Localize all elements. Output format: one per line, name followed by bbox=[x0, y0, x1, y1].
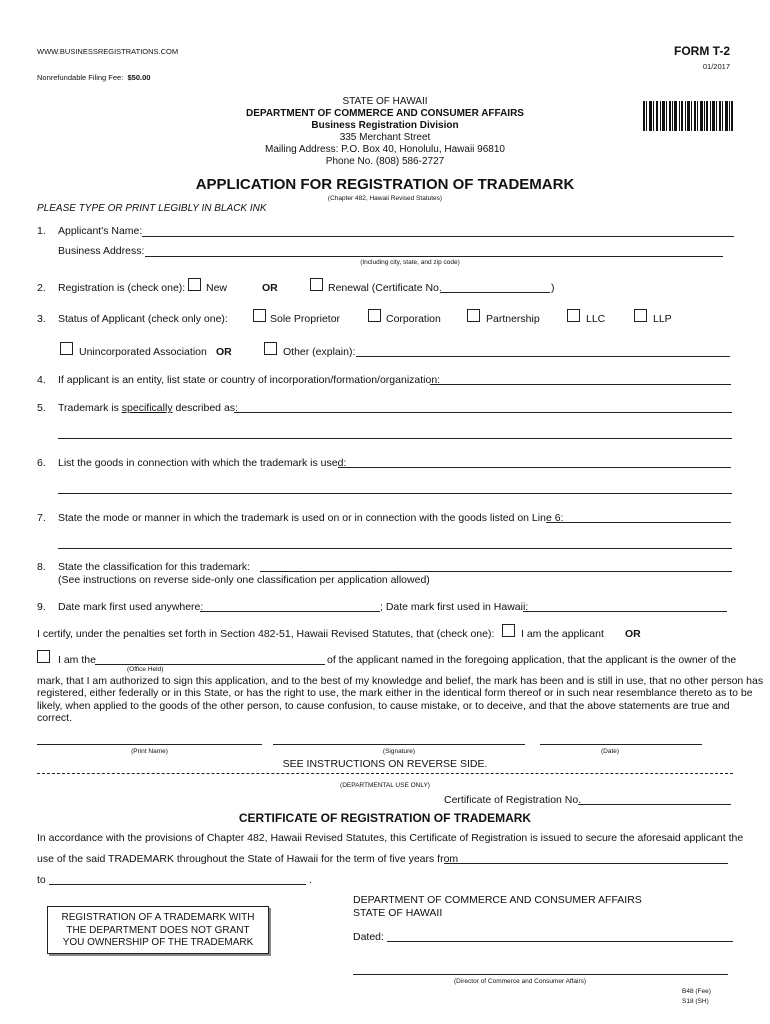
agency-department: DEPARTMENT OF COMMERCE AND CONSUMER AFFAIRS bbox=[246, 108, 524, 119]
mode-manner-label: State the mode or manner in which the trademark is used on or in connection with the goods listed on Line 6: bbox=[58, 512, 564, 524]
trademark-description-label: Trademark is specifically described as: bbox=[58, 402, 238, 414]
date-caption: (Date) bbox=[600, 748, 620, 755]
term-start-field[interactable] bbox=[444, 863, 728, 864]
agency-state: STATE OF HAWAII bbox=[342, 96, 428, 107]
other-explain-label: Other (explain): bbox=[283, 346, 356, 358]
barcode-graphic bbox=[643, 101, 733, 131]
form-id: FORM T-2 bbox=[674, 44, 730, 58]
goods-field-2[interactable] bbox=[58, 493, 732, 494]
registration-type-label: Registration is (check one): bbox=[58, 282, 186, 294]
i-am-officer-checkbox[interactable] bbox=[37, 650, 50, 663]
sole-proprietor-checkbox[interactable] bbox=[253, 309, 266, 322]
certificate-text-2: use of the said TRADEMARK throughout the State of Hawaii for the term of five years from bbox=[37, 853, 459, 865]
unincorporated-label: Unincorporated Association bbox=[79, 346, 207, 358]
see-instructions: SEE INSTRUCTIONS ON REVERSE SIDE. bbox=[282, 758, 488, 770]
agency-phone: Phone No. (808) 586-2727 bbox=[325, 156, 445, 167]
business-address-field[interactable] bbox=[145, 256, 723, 257]
incorporation-label: If applicant is an entity, list state or country of incorporation/formation/organization: bbox=[58, 374, 441, 386]
print-name-field[interactable] bbox=[37, 744, 262, 745]
certificate-dept-block: DEPARTMENT OF COMMERCE AND CONSUMER AFFAIRS STATE OF HAWAII bbox=[353, 894, 642, 919]
signature-field[interactable] bbox=[273, 744, 525, 745]
goods-label: List the goods in connection with which the trademark is used: bbox=[58, 457, 347, 469]
trademark-description-field[interactable] bbox=[234, 412, 732, 413]
item-8-number: 8. bbox=[37, 561, 46, 573]
to-label: to bbox=[37, 874, 46, 886]
classification-label: State the classification for this trademark: bbox=[58, 561, 250, 573]
i-am-applicant-checkbox[interactable] bbox=[502, 624, 515, 637]
new-label: New bbox=[206, 282, 228, 294]
unincorporated-checkbox[interactable] bbox=[60, 342, 73, 355]
renewal-certificate-field[interactable] bbox=[440, 292, 550, 293]
date-field[interactable] bbox=[540, 744, 702, 745]
renewal-label: Renewal (Certificate No. bbox=[328, 282, 442, 294]
llc-checkbox[interactable] bbox=[567, 309, 580, 322]
print-name-caption: (Print Name) bbox=[131, 748, 168, 755]
first-use-anywhere-field[interactable] bbox=[200, 611, 380, 612]
or-label: OR bbox=[262, 282, 278, 294]
agency-division: Business Registration Division bbox=[311, 120, 459, 131]
term-end-field[interactable] bbox=[49, 884, 306, 885]
or-label-3: OR bbox=[625, 628, 641, 640]
ownership-notice-box: REGISTRATION OF A TRADEMARK WITH THE DEPARTMENT DOES NOT GRANT YOU OWNERSHIP OF THE TRADEMARK bbox=[47, 906, 269, 954]
form-subtitle: (Chapter 482, Hawaii Revised Statutes) bbox=[327, 195, 443, 202]
llc-label: LLC bbox=[586, 313, 606, 325]
certificate-title: CERTIFICATE OF REGISTRATION OF TRADEMARK bbox=[238, 811, 532, 825]
fee-amount: $50.00 bbox=[127, 73, 151, 82]
item-4-number: 4. bbox=[37, 374, 46, 386]
corporation-label: Corporation bbox=[386, 313, 441, 325]
agency-block bbox=[185, 96, 585, 168]
applicant-name-field[interactable] bbox=[142, 236, 734, 237]
mode-manner-field-2[interactable] bbox=[58, 548, 732, 549]
business-address-label: Business Address: bbox=[58, 245, 145, 257]
item-1-number: 1. bbox=[37, 225, 46, 237]
website: WWW.BUSINESSREGISTRATIONS.COM bbox=[37, 47, 179, 56]
item-2-number: 2. bbox=[37, 282, 46, 294]
classification-note: (See instructions on reverse side-only one classification per application allowed) bbox=[58, 574, 430, 586]
office-held-field[interactable] bbox=[95, 664, 325, 665]
new-checkbox[interactable] bbox=[188, 278, 201, 291]
item-5-number: 5. bbox=[37, 402, 46, 414]
signature-caption: (Signature) bbox=[382, 748, 416, 755]
of-applicant-text: of the applicant named in the foregoing application, that the applicant is the owner of the bbox=[327, 654, 737, 666]
or-label-2: OR bbox=[216, 346, 232, 358]
partnership-label: Partnership bbox=[486, 313, 540, 325]
mode-manner-field[interactable] bbox=[546, 522, 731, 523]
classification-field[interactable] bbox=[260, 571, 732, 572]
llp-label: LLP bbox=[653, 313, 672, 325]
office-held-caption: (Office Held) bbox=[127, 666, 164, 673]
incorporation-field[interactable] bbox=[430, 384, 731, 385]
first-use-hawaii-label: ; Date mark first used in Hawaii: bbox=[380, 601, 529, 613]
agency-mailing: Mailing Address: P.O. Box 40, Honolulu, Hawaii 96810 bbox=[265, 144, 505, 155]
fee-label: Nonrefundable Filing Fee: $50.00 bbox=[37, 73, 151, 82]
footer-codes: B48 (Fee) S18 (SH) bbox=[682, 988, 711, 1005]
other-checkbox[interactable] bbox=[264, 342, 277, 355]
ink-instruction: PLEASE TYPE OR PRINT LEGIBLY IN BLACK INK bbox=[37, 203, 267, 214]
certify-paragraph: mark, that I am authorized to sign this application, and to the best of my knowledge and belief, the mark has been and is still in use, that no other person has registered, either federally or in this State, or has the right to use, the mark either in the identical form thereof or in such near resemblance thereto as to be likely, when applied to the goods of the other person, to cause confusion, to cause mistake, or to deceive, and that the above statements are true and correct. bbox=[37, 675, 764, 724]
agency-street: 335 Merchant Street bbox=[339, 132, 431, 143]
item-6-number: 6. bbox=[37, 457, 46, 469]
departmental-use-label: (DEPARTMENTAL USE ONLY) bbox=[340, 782, 430, 789]
partnership-checkbox[interactable] bbox=[467, 309, 480, 322]
llp-checkbox[interactable] bbox=[634, 309, 647, 322]
item-3-number: 3. bbox=[37, 313, 46, 325]
sole-proprietor-label: Sole Proprietor bbox=[270, 313, 341, 325]
term-period: . bbox=[309, 874, 312, 886]
item-7-number: 7. bbox=[37, 512, 46, 524]
form-date: 01/2017 bbox=[702, 62, 730, 71]
certificate-text-1: In accordance with the provisions of Chapter 482, Hawaii Revised Statutes, this Certificate of Registration is issued to secure the aforesaid applicant the bbox=[37, 832, 744, 844]
director-caption: (Director of Commerce and Consumer Affairs) bbox=[453, 978, 587, 985]
i-am-applicant-label: I am the applicant bbox=[521, 628, 604, 640]
address-note: (Including city, state, and zip code) bbox=[360, 259, 460, 266]
dated-label: Dated: bbox=[353, 931, 384, 943]
first-use-anywhere-label: Date mark first used anywhere: bbox=[58, 601, 204, 613]
item-9-number: 9. bbox=[37, 601, 46, 613]
renewal-checkbox[interactable] bbox=[310, 278, 323, 291]
trademark-description-field-2[interactable] bbox=[58, 438, 732, 439]
certificate-number-field[interactable] bbox=[578, 804, 731, 805]
other-explain-field[interactable] bbox=[356, 356, 730, 357]
i-am-label: I am the bbox=[58, 654, 96, 666]
applicant-name-label: Applicant's Name: bbox=[58, 225, 143, 237]
certify-statement: I certify, under the penalties set forth in Section 482-51, Hawaii Revised Statutes, that (check one): bbox=[37, 628, 495, 640]
status-label: Status of Applicant (check only one): bbox=[58, 313, 228, 325]
renewal-close-paren: ) bbox=[551, 282, 555, 294]
corporation-checkbox[interactable] bbox=[368, 309, 381, 322]
first-use-hawaii-field[interactable] bbox=[523, 611, 727, 612]
goods-field[interactable] bbox=[338, 467, 731, 468]
certificate-number-label: Certificate of Registration No. bbox=[444, 794, 582, 806]
dated-field[interactable] bbox=[387, 941, 733, 942]
dashed-divider bbox=[37, 773, 733, 774]
director-signature-field[interactable] bbox=[353, 974, 728, 975]
form-title: APPLICATION FOR REGISTRATION OF TRADEMARK bbox=[195, 176, 575, 193]
